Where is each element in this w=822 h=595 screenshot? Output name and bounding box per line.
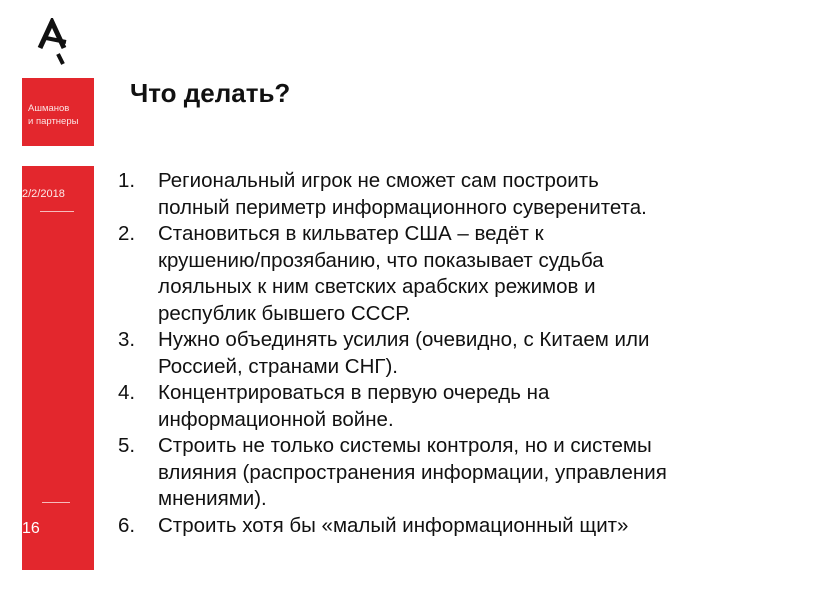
list-item (118, 221, 778, 327)
list-item (118, 168, 778, 221)
slide-date: 2/2/2018 (22, 188, 65, 200)
item-number: 2. (118, 222, 136, 245)
item-number: 5. (118, 434, 136, 457)
item-number: 3. (118, 328, 136, 351)
slide-title: Что делать? (130, 78, 291, 108)
item-text: Строить хотя бы «малый информационный щит» (158, 513, 629, 537)
item-text: Становиться в кильватер США – ведёт к крушению/прозябанию, что показывает судьба лояльных к ним светских арабских режимов и республик бывшего СССР. (158, 222, 604, 325)
list-item (118, 433, 778, 513)
brand-name: Ашманов и партнеры (28, 103, 79, 127)
divider (40, 211, 74, 212)
item-text: Нужно объединять усилия (очевидно, с Китаем или Россией, странами СНГ). (158, 328, 650, 378)
item-number: 1. (118, 169, 136, 192)
item-text: Региональный игрок не сможет сам построить полный периметр информационного суверенитета. (158, 169, 647, 219)
brand-box (22, 78, 94, 146)
item-text: Строить не только системы контроля, но и системы влияния (распространения информации, управления мнениями). (158, 434, 667, 510)
item-number: 6. (118, 513, 136, 537)
bullet-list (118, 168, 778, 539)
ashmanov-logo-icon (36, 18, 72, 68)
list-item (118, 380, 778, 433)
sidebar-strip (22, 166, 94, 570)
page-number: 16 (22, 520, 40, 537)
item-text: Концентрироваться в первую очередь на информационной войне. (158, 381, 550, 431)
list-item (118, 327, 778, 380)
divider (42, 502, 70, 503)
item-number: 4. (118, 381, 136, 404)
list-item (118, 513, 778, 540)
